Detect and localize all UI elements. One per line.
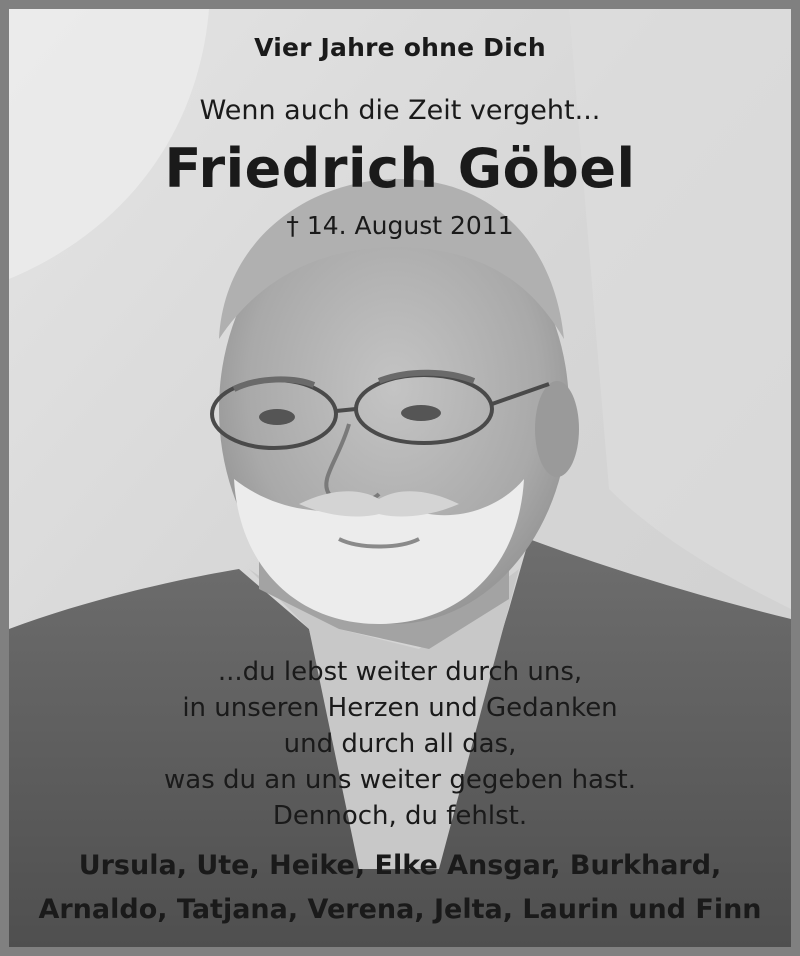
poem-line: ...du lebst weiter durch uns, xyxy=(217,657,583,687)
family-line: Arnaldo, Tatjana, Verena, Jelta, Laurin und Finn xyxy=(38,894,762,925)
poem-line: und durch all das, xyxy=(283,729,517,759)
memorial-poem xyxy=(9,654,791,834)
poem-line: Dennoch, du fehlst. xyxy=(272,801,528,831)
anniversary-heading: Vier Jahre ohne Dich xyxy=(254,33,546,62)
subtitle: Wenn auch die Zeit vergeht... xyxy=(199,95,601,126)
poem-line: in unseren Herzen und Gedanken xyxy=(182,693,618,723)
family-line: Ursula, Ute, Heike, Elke Ansgar, Burkhard, xyxy=(78,850,722,881)
family-signatures xyxy=(9,844,791,932)
deceased-name: Friedrich Göbel xyxy=(164,137,636,200)
death-date: † 14. August 2011 xyxy=(286,211,514,240)
poem-line: was du an uns weiter gegeben hast. xyxy=(164,765,636,795)
